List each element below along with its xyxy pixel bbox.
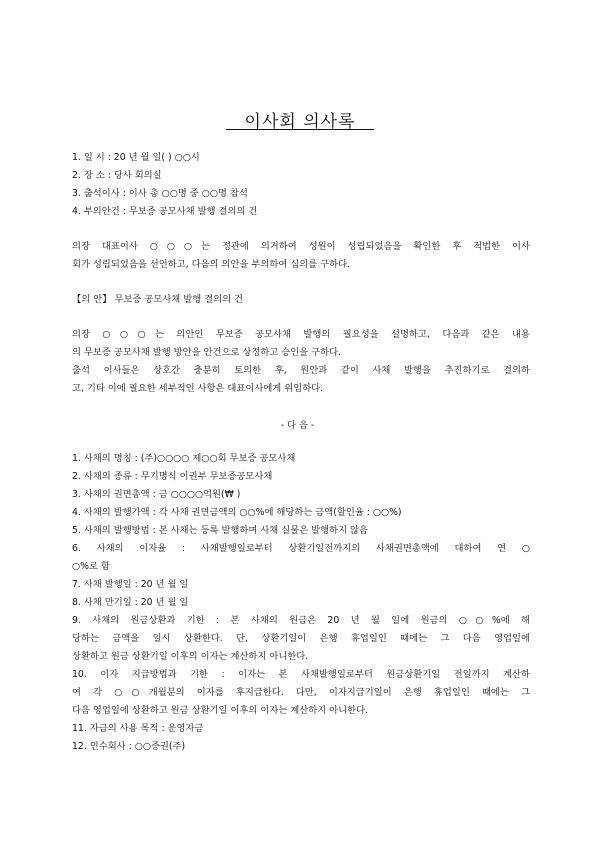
- term-item: 8. 사채 만기일 : 20 년 월 일: [72, 597, 189, 608]
- term-item-continuation: 당하는 금액을 일시 상환한다. 단, 상환기일이 은행 휴업일인 때에는 그 다음 영업일에: [72, 633, 530, 644]
- title-underline: [226, 129, 374, 130]
- agenda-heading: 【의 안】 무보증 공모사채 발행 결의의 건: [72, 294, 244, 305]
- term-item: 2. 사채의 종류 : 무기명식 이권부 무보증공모사채: [72, 471, 273, 482]
- term-item: 9. 사채의 원금상환과 기한 : 본 사채의 원금은 20 년 월 일에 원금의 ○○%에 해: [72, 615, 530, 626]
- resolution-line: 의 무보증 공모사채 발행 방안을 안건으로 상정하고 승인을 구하다.: [72, 347, 342, 358]
- term-item: 7. 사채 발행일 : 20 년 월 일: [72, 579, 189, 590]
- term-item: 6. 사채의 이자율 : 사채발행일로부터 상환기일전까지의 사채권면총액에 대하여 연 ○: [72, 543, 530, 554]
- resolution-line: 고, 기타 이에 필요한 세부적인 사항은 대표이사에게 위임하다.: [72, 383, 324, 394]
- meeting-info-place: 2. 장 소 : 당사 회의실: [72, 170, 162, 181]
- term-item-continuation: 상환하고 원금 상환기일 이후의 이자는 계산하지 아니한다.: [72, 651, 309, 662]
- term-item-continuation: 다음 영업일에 상환하고 원금 상환기일 이후의 이자는 계산하지 아니한다.: [72, 705, 369, 716]
- term-item-continuation: 여 각 ○○개월분의 이자를 후지급한다. 다만, 이자지급기일이 은행 휴업일인 때에는 그: [72, 687, 530, 698]
- term-item: 11. 자금의 사용 목적 : 운영자금: [72, 723, 204, 734]
- term-item: 10. 이자 지급방법과 기한 : 이자는 본 사채발행일로부터 원금상환기일 전일까지 계산하: [72, 669, 530, 680]
- meeting-info-attendance: 3. 출석이사 : 이사 총 ○○명 중 ○○명 참석: [72, 188, 248, 199]
- meeting-info-date: 1. 일 시 : 20 년 월 일( ) ○○시: [72, 152, 200, 163]
- term-item: 4. 사채의 발행가액 : 각 사채 권면금액의 ○○%에 해당하는 금액(할인율 : ○○%): [72, 507, 402, 518]
- term-item: 1. 사채의 명칭 : (주)○○○○ 제○○회 무보증 공모사채: [72, 453, 296, 464]
- term-item: 12. 인수회사 : ○○증권(주): [72, 741, 186, 752]
- document-title: 이사회 의사록: [244, 112, 356, 132]
- term-item-continuation: ○%로 함: [72, 561, 110, 572]
- term-item: 3. 사채의 권면총액 : 금 ○○○○억원(₩ ): [72, 489, 241, 500]
- opening-line: 회가 성립되었음을 선언하고, 다음의 의안을 부의하여 심의를 구하다.: [72, 259, 351, 270]
- meeting-info-agenda: 4. 부의안건 : 무보증 공모사채 발행 결의의 건: [72, 206, 258, 217]
- resolution-line: 출석 이사들은 상호간 충분히 토의한 후, 원안과 같이 사채 발행을 추진하기로 결의하: [72, 365, 530, 376]
- separator-heading: - 다 음 -: [280, 420, 315, 431]
- resolution-line: 의장 ○○○는 의안인 무보증 공모사채 발행의 필요성을 설명하고, 다음과 같은 내용: [72, 329, 530, 340]
- term-item: 5. 사채의 발행방법 : 본 사채는 등록 발행하며 사채 실물은 발행하지 않음: [72, 525, 368, 536]
- opening-line: 의장 대표이사 ○○○는 정관에 의거하여 성원이 성립되었음을 확인한 후 적법한 이사: [72, 241, 530, 252]
